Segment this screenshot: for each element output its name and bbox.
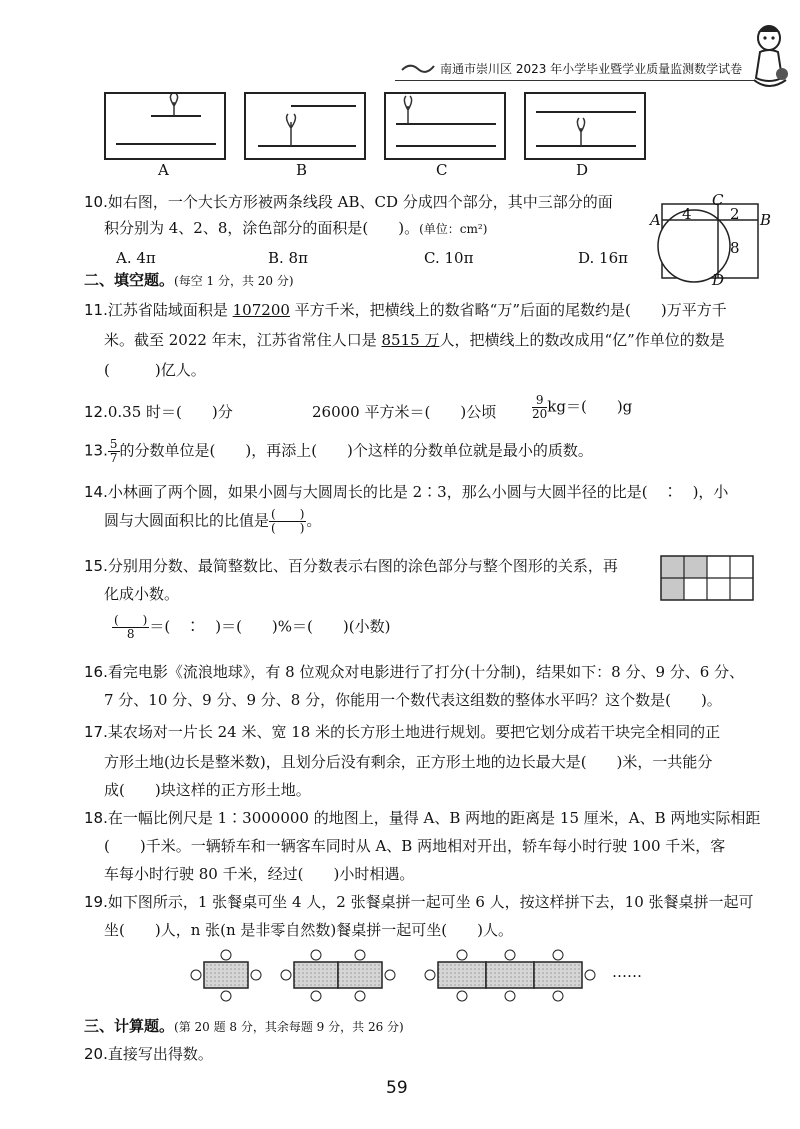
q12-part2: 26000 平方米＝( )公顷: [312, 403, 497, 421]
q18-line3: 车每小时行驶 80 千米，经过( )小时相遇。: [104, 865, 415, 883]
header-divider: [395, 80, 755, 81]
header-decoration-left: [400, 60, 436, 76]
q17-line3: 成( )块这样的正方形土地。: [104, 781, 311, 799]
q17-line2: 方形土地(边长是整米数)，且划分后没有剩余，正方形土地的边长最大是( )米，一共能分: [104, 753, 713, 771]
q16-line2: 7 分、10 分、9 分、9 分、8 分，你能用一个数代表这组数的整体水平吗？这个数是( )。: [104, 691, 722, 709]
page-number: 59: [386, 1078, 408, 1098]
q19-line2: 坐( )人，n 张(n 是非零自然数)餐桌拼一起可坐( )人。: [104, 921, 513, 939]
q12-part1: 12.0.35 时＝( )分: [84, 403, 233, 421]
q10-fig-label-c: C: [712, 191, 724, 209]
option-image-d: [524, 92, 646, 160]
q15-line1: 15.分别用分数、最简整数比、百分数表示右图的涂色部分与整个图形的关系，再: [84, 557, 618, 575]
section3-heading: 三、计算题。(第 20 题 8 分，其余每题 9 分，共 26 分): [84, 1017, 404, 1035]
q10-line2: 积分别为 4、2、8，涂色部分的面积是( )。(单位：cm²): [104, 219, 488, 237]
option-label-c: C: [436, 161, 448, 179]
q19-line1: 19.如下图所示，1 张餐桌可坐 4 人，2 张餐桌拼一起可坐 6 人，按这样拼下去，10 张餐桌拼一起可: [84, 893, 754, 911]
q15-line2: 化成小数。: [104, 585, 180, 603]
q14-line1: 14.小林画了两个圆，如果小圆与大圆周长的比是 2∶3，那么小圆与大圆半径的比是( ∶ )，小: [84, 483, 729, 501]
q10-fig-label-a: A: [650, 211, 661, 229]
q11-line2: 米。截至 2022 年末，江苏省常住人口是 8515 万人，把横线上的数改成用“亿”作单位的数是: [104, 331, 725, 349]
option-label-b: B: [296, 161, 308, 179]
option-label-a: A: [158, 161, 169, 179]
q18-line1: 18.在一幅比例尺是 1∶3000000 的地图上，量得 A、B 两地的距离是 15 厘米，A、B 两地实际相距: [84, 809, 761, 827]
q13-line: 13. $\frac{5}{7}$ 的分数单位是( )，再添上( )个这样的分数单位就是最小的质数。: [84, 437, 593, 465]
q14-line2: 圆与大圆面积比的比值是 $\frac{( )}{( )}$ 。: [104, 507, 322, 535]
q17-line1: 17.某农场对一片长 24 米、宽 18 米的长方形土地进行规划。要把它划分成若干块完全相同的正: [84, 723, 721, 741]
option-image-b: [244, 92, 366, 160]
option-image-a: [104, 92, 226, 160]
q10-line1: 10.如右图，一个大长方形被两条线段 AB、CD 分成四个部分，其中三部分的面: [84, 193, 613, 211]
option-label-d: D: [576, 161, 589, 179]
q10-figure: [650, 190, 770, 286]
q10-choice-c: C. 10π: [424, 249, 474, 267]
q10-fig-label-b: B: [760, 211, 772, 229]
q10-choice-a: A. 4π: [116, 249, 156, 267]
mascot-illustration: [746, 18, 792, 94]
q10-fig-area-2: 2: [730, 205, 740, 223]
q10-fig-label-d: D: [712, 271, 725, 289]
q10-fig-area-8: 8: [730, 239, 740, 257]
q10-choice-b: B. 8π: [268, 249, 308, 267]
q19-ellipsis: ……: [612, 963, 642, 981]
q15-answer-line: $\frac{( )}{8}$ ＝( ∶ )＝( )%＝( )(小数): [114, 613, 391, 641]
q10-fig-area-4: 4: [682, 205, 692, 223]
q11-line1: 11.江苏省陆域面积是 107200 平方千米，把横线上的数省略“万”后面的尾数约是( )万平方千: [84, 301, 727, 319]
q12-part3: $\frac{9}{20}$ kg＝( )g: [532, 393, 633, 421]
option-image-c: [384, 92, 506, 160]
q19-table-diagram: [186, 948, 666, 1008]
header-title: 南通市崇川区 2023 年小学毕业暨学业质量监测数学试卷: [440, 62, 743, 76]
section2-heading: 二、填空题。(每空 1 分，共 20 分): [84, 271, 294, 289]
q18-line2: ( )千米。一辆轿车和一辆客车同时从 A、B 两地相对开出，轿车每小时行驶 100 千米，客: [104, 837, 726, 855]
q10-choice-d: D. 16π: [578, 249, 628, 267]
q11-line3: ( )亿人。: [104, 361, 206, 379]
q16-line1: 16.看完电影《流浪地球》，有 8 位观众对电影进行了打分(十分制)，结果如下：8 分、9 分、6 分、: [84, 663, 745, 681]
q20-line: 20.直接写出得数。: [84, 1045, 213, 1063]
q15-grid-figure: [660, 555, 754, 601]
